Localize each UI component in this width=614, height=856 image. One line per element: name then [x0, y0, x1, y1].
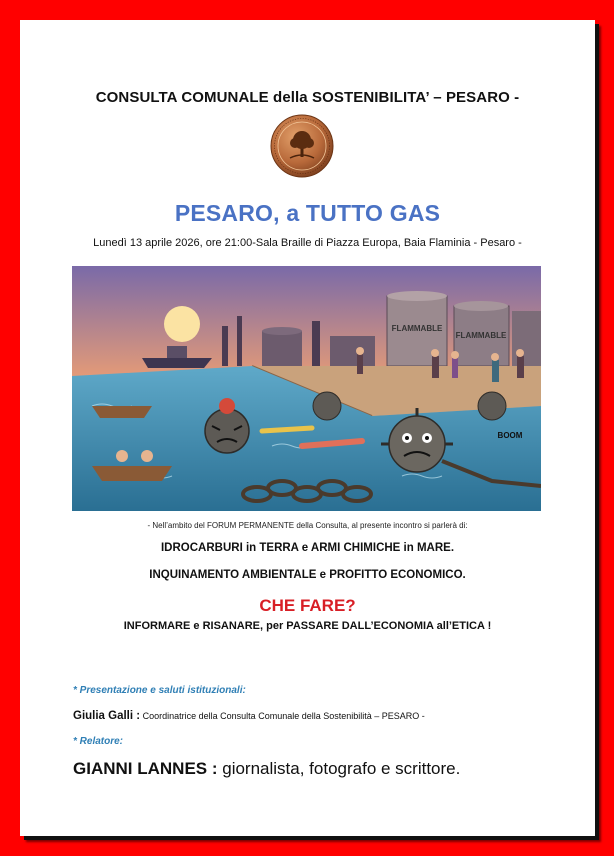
organization-heading: CONSULTA COMUNALE della SOSTENIBILITA’ – PESARO -	[95, 89, 520, 106]
event-date-location: Lunedì 13 aprile 2026, ore 21:00-Sala Braille di Piazza Europa, Baia Flaminia - Pesaro -	[93, 237, 522, 249]
consulta-seal-logo	[270, 114, 334, 178]
speaker-name: GIANNI LANNES :	[73, 759, 218, 778]
topic-pollution: INQUINAMENTO AMBIENTALE e PROFITTO ECONOMICO.	[149, 569, 466, 581]
speaker-label: * Relatore:	[73, 736, 124, 747]
motto-line: INFORMARE e RISANARE, per PASSARE DALL’ECONOMIA all’ETICA !	[123, 620, 492, 632]
event-title: PESARO, a TUTTO GAS	[174, 200, 441, 226]
speaker-row	[73, 759, 460, 779]
greeting-label: * Presentazione e saluti istituzionali:	[73, 685, 246, 696]
speaker-role: giornalista, fotografo e scrittore.	[222, 759, 461, 778]
flyer-page	[20, 20, 595, 836]
mine-boom-label: BOOM	[497, 431, 523, 440]
tank-flammable-label-2: FLAMMABLE	[455, 331, 507, 340]
host-role: Coordinatrice della Consulta Comunale della Sostenibilità – PESARO -	[142, 711, 425, 721]
che-fare-heading: CHE FARE?	[259, 596, 356, 615]
host-row	[73, 710, 425, 722]
event-illustration	[72, 266, 541, 511]
tank-flammable-label: FLAMMABLE	[391, 324, 443, 333]
topic-hydrocarbons: IDROCARBURI in TERRA e ARMI CHIMICHE in MARE.	[160, 542, 455, 554]
forum-intro: - Nell’ambito del FORUM PERMANENTE della Consulta, al presente incontro si parlerà di:	[147, 521, 468, 530]
host-name: Giulia Galli :	[73, 710, 141, 722]
